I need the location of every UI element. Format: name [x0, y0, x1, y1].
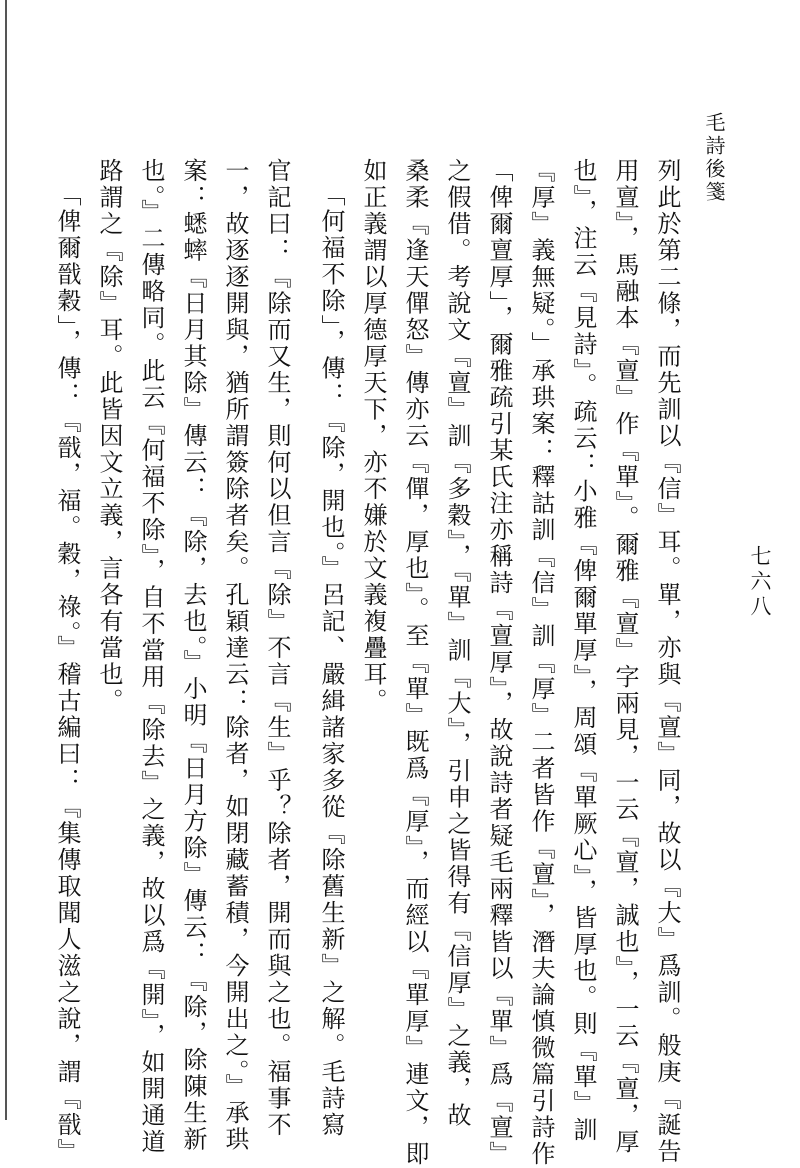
text-column-6: 之假借。考說文『亶』訓『多穀』，『單』訓『大』，引申之皆得有『信厚』之義，故 [443, 158, 471, 1129]
text-column-10: 官記曰：『除而又生，則何以但言『除』不言『生』乎？除者，開而與之也。福事不 [263, 158, 291, 1139]
text-column-2: 用亶』，馬融本『亶』作『單』。爾雅『亶』字兩見，一云『亶，誠也』，一云『亶，厚 [611, 158, 639, 1156]
text-column-7: 桑柔『逢天僤怒』傳亦云『僤，厚也』。至『單』既爲『厚』，而經以『單厚』連文，即 [401, 158, 429, 1168]
text-column-12: 案：蟋蟀『日月其除』傳云：『除，去也。』小明『日月方除』傳云：『除，除陳生新 [179, 158, 207, 1153]
page-edge-rule [5, 0, 7, 1120]
text-column-3: 也』，注云『見詩』。疏云：小雅『俾爾單厚』，周頌『單厥心』，皆厚也。則『單』訓 [569, 158, 597, 1144]
text-column-1: 列此於第二條，而先訓以『信』耳。單，亦與『亶』同，故以『大』爲訓。般庚『誕告 [653, 158, 681, 1165]
text-column-9: 「何福不除」，傳：『除，開也。』呂記、嚴緝諸家多從『除舊生新』之解。毛詩寫 [317, 182, 345, 1139]
page-number: 七六八 [748, 545, 772, 620]
text-column-5: 「俾爾亶厚」，爾雅疏引某氏注亦稱詩『亶厚』，故說詩者疑毛兩釋皆以『單』爲『亶』 [485, 158, 513, 1168]
text-column-4: 『厚』義無疑。」承珙案：釋詁訓『信』訓『厚』二者皆作『亶』，潛夫論慎微篇引詩作 [527, 158, 555, 1168]
text-column-8: 如正義謂以厚德厚天下，亦不嫌於文義複疊耳。 [359, 158, 387, 715]
text-column-11: 一，故逐逐開與，猶所謂簽除者矣。孔穎達云：除者，如閉藏蓄積，今開出之。』承珙 [221, 158, 249, 1153]
text-column-13: 也。』二傳略同。此云『何福不除』，自不當用『除去』之義，故以爲『開』，如開通道 [137, 158, 165, 1156]
text-column-14: 路謂之『除』耳。此皆因文立義，言各有當也。 [95, 158, 123, 715]
vertical-text-block [53, 158, 688, 1168]
text-column-15: 「俾爾戩穀」，傳：『戩，福。穀，祿。』稽古編曰：『集傳取聞人滋之說，謂『戩』 [53, 182, 81, 1165]
running-title: 毛詩後箋 [702, 112, 726, 204]
